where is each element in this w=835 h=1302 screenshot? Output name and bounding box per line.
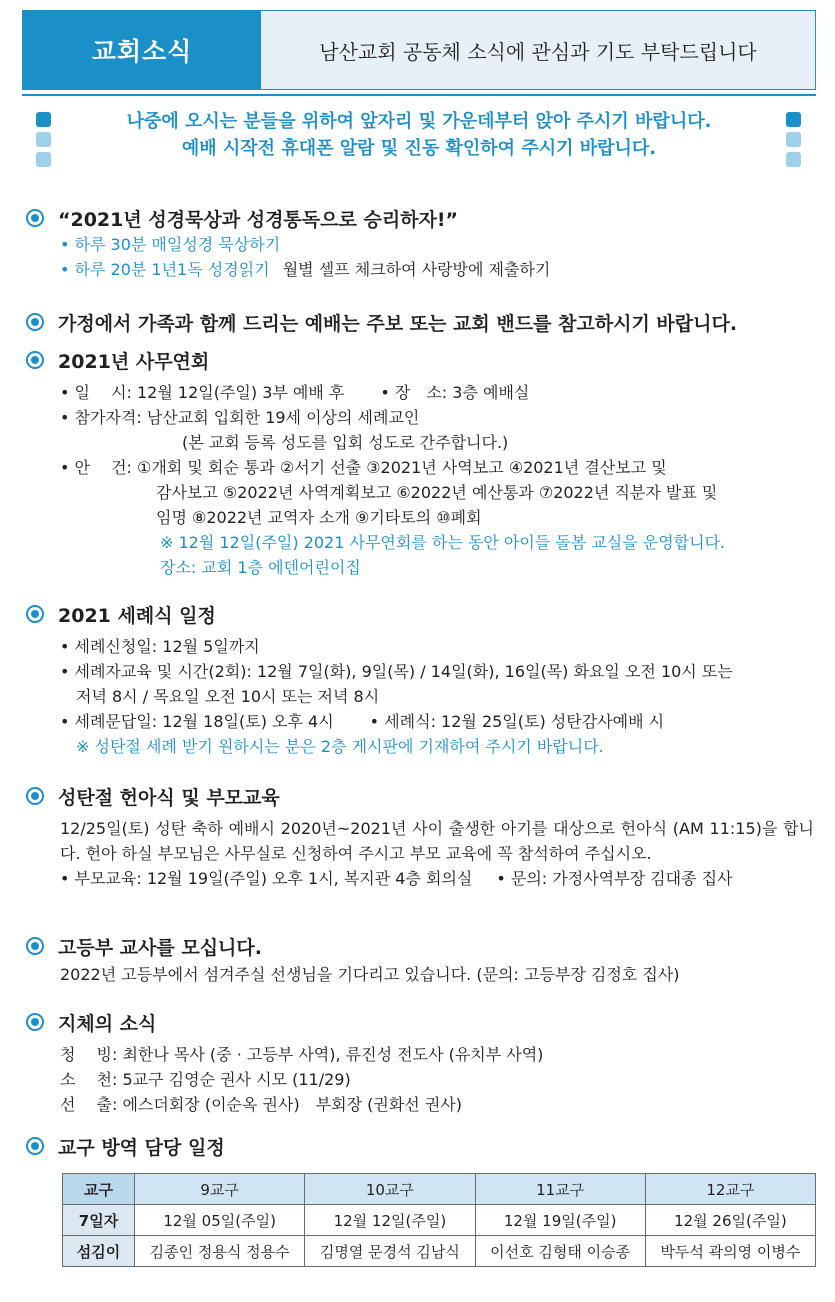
table-cell: 김종인 정용식 정용수: [135, 1236, 305, 1267]
bullet-circle-icon: [26, 1013, 44, 1031]
section-title: “2021년 성경묵상과 성경통독으로 승리하자!”: [22, 204, 822, 232]
section-annual-conference: [22, 346, 822, 580]
list-item-cont: 감사보고 ⑤2022년 사역계획보고 ⑥2022년 예산통과 ⑦2022년 직분자 발표 및: [156, 483, 718, 502]
childcare-location: 장소: 교회 1층 에덴어린이집: [160, 558, 361, 577]
bullet-circle-icon: [26, 937, 44, 955]
header-subtitle: 남산교회 공동체 소식에 관심과 기도 부탁드립니다: [319, 39, 757, 64]
table-row-header: 7일자: [63, 1205, 135, 1236]
list-item: • 부모교육: 12월 19일(주일) 오후 1시, 복지관 4층 회의실 • 문의: 가정사역부장 김대종 집사: [60, 869, 733, 888]
table-cell: 김명열 문경석 김남식: [305, 1236, 475, 1267]
header-divider: [22, 94, 816, 96]
list-item: • 세례신청일: 12월 5일까지: [60, 637, 260, 656]
list-item-cont: 임명 ⑧2022년 교역자 소개 ⑨기타토의 ⑩폐회: [156, 508, 482, 527]
square-icon: [786, 132, 801, 147]
section-dedication: [22, 782, 822, 891]
square-icon: [786, 152, 801, 167]
square-icon: [36, 152, 51, 167]
bullet-circle-icon: [26, 605, 44, 623]
notice-squares-right: [786, 112, 802, 172]
table-cell: 12월 05일(주일): [135, 1205, 305, 1236]
section-bible-reading: [22, 204, 822, 282]
list-item: • 하루 20분 1년1독 성경읽기 월별 셀프 체크하여 사랑방에 제출하기: [60, 260, 551, 279]
list-item: • 하루 30분 매일성경 묵상하기: [60, 235, 281, 254]
bullet-circle-icon: [26, 209, 44, 227]
list-item: • 참가자격: 남산교회 입회한 19세 이상의 세례교인: [60, 408, 420, 427]
list-item-note: (본 교회 등록 성도를 입회 성도로 간주합니다.): [182, 433, 509, 452]
section-title: 교구 방역 담당 일정: [22, 1132, 822, 1160]
notice-line-2: 예배 시작전 휴대폰 알람 및 진동 확인하여 주시기 바랍니다.: [181, 138, 657, 159]
baptism-note: ※ 성탄절 세례 받기 원하시는 분은 2층 게시판에 기재하여 주시기 바랍니다.: [76, 737, 604, 756]
section-title: 2021 세례식 일정: [22, 600, 822, 628]
list-item: • 세례문답일: 12월 18일(토) 오후 4시 • 세례식: 12월 25일(토) 성탄감사예배 시: [60, 712, 665, 731]
section-family-worship: [22, 308, 822, 336]
table-header-cell: 9교구: [135, 1174, 305, 1205]
table-cell: 12월 26일(주일): [645, 1205, 815, 1236]
bullet-circle-icon: [26, 351, 44, 369]
list-item: • 안 건: ①개회 및 회순 통과 ②서기 선출 ③2021년 사역보고 ④2021년 결산보고 및: [60, 458, 667, 477]
bullet-circle-icon: [26, 1137, 44, 1155]
table-cell: 이선호 김형태 이승종: [475, 1236, 645, 1267]
table-header-cell: 교구: [63, 1174, 135, 1205]
section-baptism: [22, 600, 822, 759]
childcare-note: ※ 12월 12일(주일) 2021 사무연회를 하는 동안 아이들 돌봄 교실을 운영합니다.: [160, 533, 726, 552]
square-icon: [786, 112, 801, 127]
notice-squares-left: [36, 112, 52, 172]
section-title: 2021년 사무연회: [22, 346, 822, 374]
paragraph: 2022년 고등부에서 섬겨주실 선생님을 기다리고 있습니다. (문의: 고등부장 김정호 집사): [60, 965, 680, 984]
paragraph: 12/25일(토) 성탄 축하 예배시 2020년~2021년 사이 출생한 아기를 대상으로 헌아식 (AM 11:15)을 합니다. 헌아 하실 부모님은 사무실로 신청하여 주시고 부모 교육에 꼭 참석하여 주십시오.: [60, 819, 814, 863]
table-header-row: [63, 1174, 816, 1205]
list-item: 소 천: 5교구 김영순 권사 시모 (11/29): [60, 1070, 351, 1089]
section-title: 가정에서 가족과 함께 드리는 예배는 주보 또는 교회 밴드를 참고하시기 바랍니다.: [22, 308, 822, 336]
list-item: • 일 시: 12월 12일(주일) 3부 예배 후 • 장 소: 3층 예배실: [60, 383, 530, 402]
table-header-cell: 12교구: [645, 1174, 815, 1205]
table-cell: 12월 19일(주일): [475, 1205, 645, 1236]
table-header-cell: 11교구: [475, 1174, 645, 1205]
table-header-cell: 10교구: [305, 1174, 475, 1205]
schedule-table: [62, 1173, 816, 1267]
header-banner: [22, 10, 816, 90]
header-tab-title: 교회소식: [23, 11, 261, 89]
square-icon: [36, 132, 51, 147]
table-cell: 박두석 곽의영 이병수: [645, 1236, 815, 1267]
list-item: 선 출: 에스더회장 (이순옥 권사) 부회장 (권화선 권사): [60, 1095, 462, 1114]
table-cell: 12월 12일(주일): [305, 1205, 475, 1236]
section-member-news: [22, 1008, 822, 1117]
bullet-circle-icon: [26, 787, 44, 805]
list-item: • 세례자교육 및 시간(2회): 12월 7일(화), 9일(목) / 14일(화), 16일(목) 화요일 오전 10시 또는: [60, 662, 733, 681]
section-teacher-recruit: [22, 932, 822, 987]
bullet-circle-icon: [26, 313, 44, 331]
list-item-cont: 저녁 8시 / 목요일 오전 10시 또는 저녁 8시: [76, 687, 380, 706]
table-row: [63, 1205, 816, 1236]
notice-box: [22, 108, 816, 174]
table-row-header: 섬김이: [63, 1236, 135, 1267]
list-item: 청 빙: 최한나 목사 (중 · 고등부 사역), 류진성 전도사 (유치부 사역): [60, 1045, 544, 1064]
section-title: 성탄절 헌아식 및 부모교육: [22, 782, 822, 810]
table-row: [63, 1236, 816, 1267]
notice-line-1: 나중에 오시는 분들을 위하여 앞자리 및 가운데부터 앉아 주시기 바랍니다.: [126, 111, 712, 132]
section-title: 고등부 교사를 모십니다.: [22, 932, 822, 960]
square-icon: [36, 112, 51, 127]
section-title: 지체의 소식: [22, 1008, 822, 1036]
section-disinfection-schedule: [22, 1132, 822, 1160]
